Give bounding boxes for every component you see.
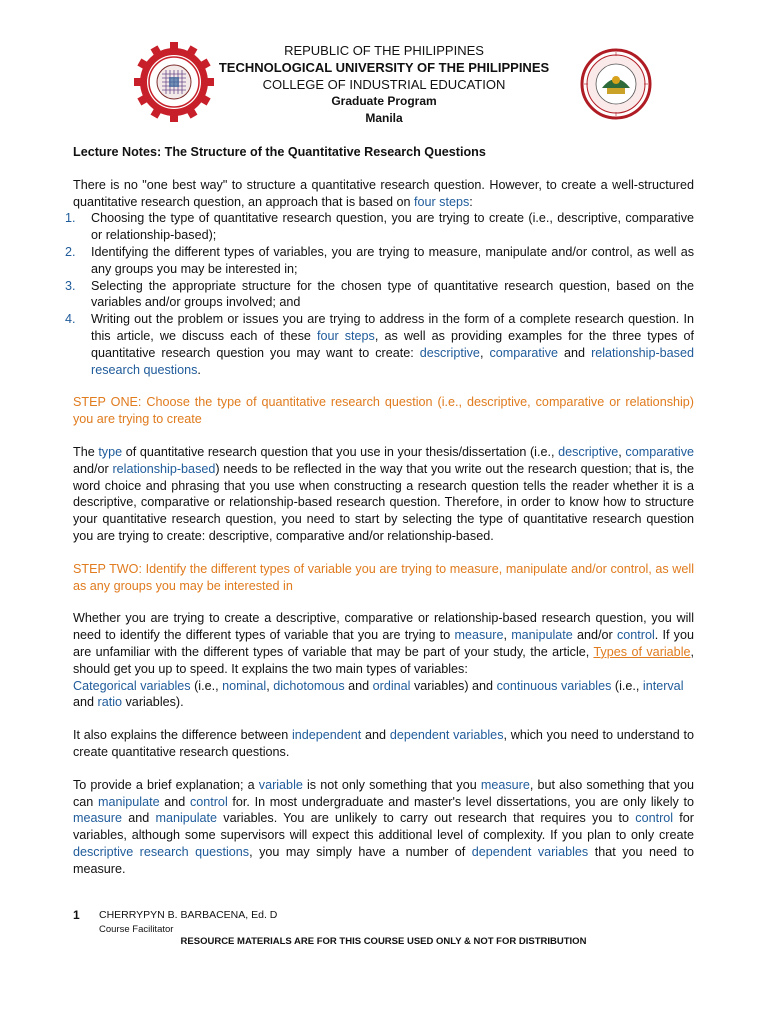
text: The	[73, 444, 99, 459]
manipulate-link[interactable]: manipulate	[97, 794, 160, 809]
text: , you may simply have a number of	[249, 844, 472, 859]
author-role: Course Facilitator	[99, 924, 174, 935]
dichotomous-link[interactable]: dichotomous	[273, 678, 345, 693]
text: (i.e.,	[611, 678, 643, 693]
step-text: Writing out the problem or issues you are trying to address in the form of a complete research question. In this article, we discuss each of these	[91, 312, 694, 343]
list-item	[65, 210, 694, 244]
letterhead	[200, 42, 568, 127]
college-seal-icon	[580, 48, 652, 120]
step-text: Choosing the type of quantitative research question, you are trying to create (i.e., descriptive, comparative or relationship-based);	[91, 211, 694, 243]
control-link[interactable]: control	[616, 628, 655, 643]
dependent-variables-link[interactable]: dependent variables	[389, 728, 504, 743]
interval-link[interactable]: interval	[642, 678, 684, 693]
text: and	[361, 728, 390, 743]
step-number: 2.	[65, 244, 76, 259]
paragraph-brief-explanation	[73, 777, 694, 878]
text: that you need to measure.	[73, 844, 694, 876]
college-name: COLLEGE OF INDUSTRIAL EDUCATION	[262, 77, 506, 92]
text: It also explains the difference between	[73, 728, 292, 743]
text: variables) and	[410, 678, 497, 693]
dependent-variables-link[interactable]: dependent variables	[471, 844, 589, 859]
step-one-heading: STEP ONE: Choose the type of quantitative research question (i.e., descriptive, comparative or relationship) you are trying to create	[73, 395, 694, 427]
text: , which you need to understand to create quantitative research questions.	[73, 728, 694, 759]
text: variables).	[122, 695, 184, 710]
step-text: .	[197, 362, 201, 377]
intro-paragraph	[73, 177, 694, 211]
step-number: 1.	[65, 211, 76, 226]
comparative-link[interactable]: comparative	[489, 345, 559, 360]
descriptive-link[interactable]: descriptive	[419, 345, 480, 360]
city-name: Manila	[365, 111, 403, 125]
measure-link[interactable]: measure	[73, 811, 122, 826]
text: To provide a brief explanation; a	[73, 777, 259, 792]
author-name: CHERRYPYN B. BARBACENA, Ed. D	[99, 909, 278, 921]
comparative-link[interactable]: comparative	[625, 444, 695, 459]
categorical-variables-link[interactable]: Categorical variables	[73, 678, 191, 693]
control-link[interactable]: control	[635, 811, 674, 826]
continuous-variables-link[interactable]: continuous variables	[496, 678, 612, 693]
paragraph-type	[73, 444, 694, 545]
four-steps-link[interactable]: four steps	[316, 328, 375, 343]
descriptive-link[interactable]: descriptive	[558, 444, 619, 459]
paragraph-variables	[73, 610, 694, 677]
step-text: Identifying the different types of variables, you are trying to measure, manipulate and/or control, as well as any groups you may be interested in;	[91, 244, 694, 276]
intro-end: :	[469, 194, 473, 209]
distribution-notice: RESOURCE MATERIALS ARE FOR THIS COURSE USED ONLY & NOT FOR DISTRIBUTION	[180, 936, 587, 947]
text: Whether you are trying to create a descriptive, comparative or relationship-based research question, you will need to identify the different types of variable that you are trying to	[73, 611, 694, 643]
text: and	[73, 695, 98, 710]
text: variables. You are unlikely to carry out research that requires you to	[217, 811, 636, 826]
paragraph-variable-types	[73, 678, 694, 712]
step-two-heading: STEP TWO: Identify the different types of variable you are trying to measure, manipulate and/or control, as well as any groups you may be interested in	[73, 561, 694, 593]
text: (i.e.,	[190, 678, 223, 693]
text: of quantitative research question that you use in your thesis/dissertation (i.e.,	[122, 444, 559, 459]
text: and/or	[73, 461, 113, 476]
step-text: ,	[479, 345, 490, 360]
variable-link[interactable]: variable	[258, 777, 303, 792]
text: ) needs to be reflected in the way that you write out the research question; that is, the word choice and phrasing that you use when constructing a research question tells the reader whether it is a descriptive, comparative or relationship-based research question. Therefore, in order to know how to structure your quantitative research question, you need to start by selecting the type of quantitative research question you are trying to create: descriptive, comparative and/or relationship-based.	[73, 461, 694, 543]
manipulate-link[interactable]: manipulate	[155, 811, 218, 826]
text: , but also something that you can	[73, 777, 694, 809]
program-name: Graduate Program	[331, 94, 437, 108]
text: for variables, although some supervisors will expect this additional level of complexity. If you plan to only create	[73, 811, 695, 843]
page-number: 1	[73, 908, 80, 922]
text: , should get you up to speed. It explains the two main types of variables:	[73, 644, 694, 676]
list-item	[65, 311, 694, 378]
step-text: Selecting the appropriate structure for the chosen type of quantitative research question, based on the variables and/or groups involved; and	[91, 278, 694, 310]
university-name: TECHNOLOGICAL UNIVERSITY OF THE PHILIPPINES	[218, 60, 550, 75]
manipulate-link[interactable]: manipulate	[511, 628, 573, 643]
step-number: 4.	[65, 312, 76, 327]
independent-link[interactable]: independent	[291, 728, 362, 743]
republic-line: REPUBLIC OF THE PHILIPPINES	[284, 43, 484, 58]
list-item	[65, 244, 694, 278]
text: . If you are unfamiliar with the different types of variable that may be part of your study, the article,	[73, 628, 694, 659]
four-steps-link[interactable]: four steps	[413, 194, 470, 209]
ratio-link[interactable]: ratio	[97, 695, 123, 710]
text: ,	[503, 628, 512, 643]
paragraph-independent-dependent	[73, 727, 694, 761]
text: for. In most undergraduate and master's level dissertations, you are only likely to	[227, 794, 694, 809]
text: and	[122, 811, 156, 826]
measure-link[interactable]: measure	[480, 777, 530, 792]
steps-list	[65, 210, 694, 378]
measure-link[interactable]: measure	[454, 628, 504, 643]
descriptive-research-questions-link[interactable]: descriptive research questions	[73, 844, 250, 859]
text: ,	[618, 444, 626, 459]
intro-text: There is no "one best way" to structure a quantitative research question. However, to create a well-structured quantitative research question, an approach that is based on	[73, 177, 694, 209]
step-number: 3.	[65, 278, 76, 293]
text: and	[159, 794, 190, 809]
step-text: and	[558, 345, 592, 360]
control-link[interactable]: control	[189, 794, 228, 809]
type-link[interactable]: type	[98, 444, 123, 459]
text: and	[344, 678, 373, 693]
ordinal-link[interactable]: ordinal	[372, 678, 411, 693]
types-of-variable-link[interactable]: Types of variable	[593, 644, 691, 659]
list-item	[65, 278, 694, 312]
text: and/or	[572, 628, 617, 643]
relationship-based-link[interactable]: relationship-based research questions	[91, 345, 694, 377]
lecture-title: Lecture Notes: The Structure of the Quantitative Research Questions	[73, 145, 486, 159]
step-text: , as well as providing examples for the three types of quantitative research question you may want to create:	[91, 328, 694, 360]
nominal-link[interactable]: nominal	[222, 678, 267, 693]
relationship-based-link[interactable]: relationship-based	[112, 461, 216, 476]
document-body	[65, 144, 695, 877]
text: ,	[266, 678, 274, 693]
text: is not only something that you	[302, 777, 481, 792]
